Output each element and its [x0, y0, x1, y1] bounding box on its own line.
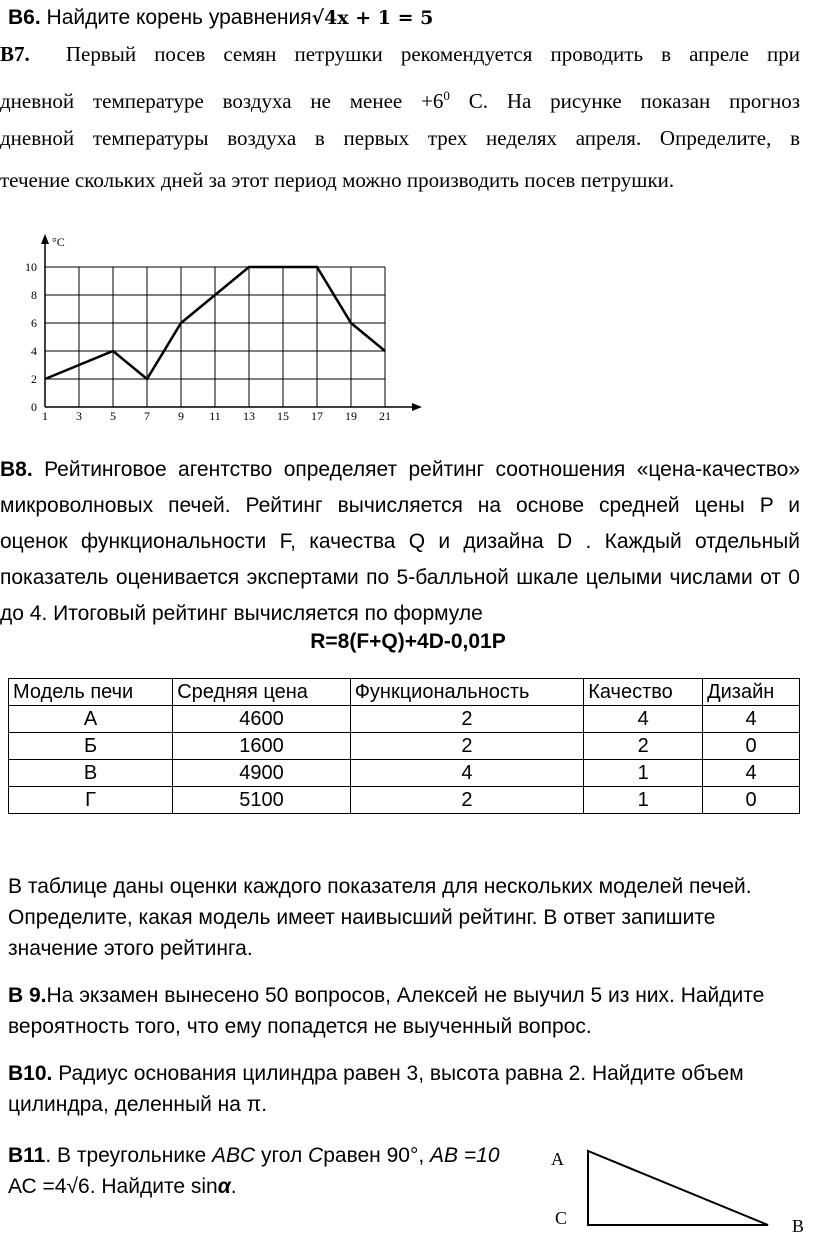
b11-sin: . Найдите sin	[89, 1175, 218, 1198]
x-axis-arrow	[412, 403, 422, 411]
table-row	[9, 706, 800, 733]
x-tick-label: 19	[345, 409, 357, 423]
b8-formula: R=8(F+Q)+4D-0,01P	[310, 630, 506, 653]
b11-angle-c: C	[308, 1144, 324, 1167]
b11-text-3: равен 90°,	[323, 1144, 431, 1167]
table-row	[9, 787, 800, 814]
b7-line-1	[0, 36, 800, 72]
b10-text-2: цилиндра, деленный на π.	[8, 1093, 268, 1116]
x-tick-label: 11	[209, 409, 221, 423]
x-tick-label: 13	[243, 409, 255, 423]
b7-text-3: дневной температуры воздуха в первых трех неделях апреля. Определите, в	[0, 126, 800, 150]
b7-line-4	[0, 162, 800, 198]
b10-label: В10.	[8, 1062, 53, 1085]
b11-abc: ABC	[212, 1144, 256, 1167]
b8-label: B8.	[0, 458, 33, 481]
b8-after-line-2: Определите, какая модель имеет наивысший рейтинг. В ответ запишите	[8, 906, 716, 929]
b11-sqrt6: √6	[66, 1175, 90, 1198]
b7-line-2	[0, 78, 800, 114]
table-row	[9, 760, 800, 787]
table-cell: 2	[350, 706, 584, 733]
y-tick-label: 4	[31, 344, 37, 358]
table-cell: 2	[350, 733, 584, 760]
table-header: Функциональность	[350, 679, 584, 706]
x-tick-label: 1	[42, 409, 48, 423]
y-tick-label: 8	[31, 288, 37, 302]
temperature-chart	[0, 228, 440, 433]
b7-text-2b: C. На рисунке показан прогноз	[449, 89, 800, 113]
table-cell: Б	[9, 733, 173, 760]
y-tick-label: 2	[31, 372, 37, 386]
table-cell: 2	[584, 733, 703, 760]
chart-ylabel: °C	[52, 235, 65, 249]
b6-equation: √4x + 1 = 5	[311, 7, 434, 29]
table-header: Дизайн	[703, 679, 800, 706]
table-cell: 4	[703, 760, 800, 787]
table-cell: В	[9, 760, 173, 787]
table-header: Средняя цена	[173, 679, 351, 706]
b8-after-line-1: В таблице даны оценки каждого показателя для нескольких моделей печей.	[8, 875, 752, 898]
table-header: Модель печи	[9, 679, 173, 706]
y-tick-label: 6	[31, 316, 37, 330]
b9-question	[8, 980, 764, 1042]
x-tick-label: 15	[277, 409, 289, 423]
table-cell: 4600	[173, 706, 351, 733]
b8-question	[0, 452, 800, 632]
chart-ticks	[25, 260, 391, 423]
b11-dot: .	[230, 1175, 237, 1198]
b10-text-1: Радиус основания цилиндра равен 3, высота равна 2. Найдите объем	[52, 1062, 744, 1085]
b7-text-4: течение скольких дней за этот период можно производить посев петрушки.	[0, 168, 675, 192]
b8-after-text	[8, 871, 752, 964]
b8-line-1	[0, 452, 800, 488]
b9-text-2: вероятность того, что ему попадется не выученный вопрос.	[8, 1015, 592, 1038]
y-axis-arrow	[41, 234, 49, 244]
b7-label: B7.	[0, 42, 30, 66]
vertex-label-a: A	[551, 1149, 564, 1169]
y-tick-label: 0	[31, 400, 37, 414]
b11-ab: AB =10	[430, 1144, 500, 1167]
b8-line-2	[0, 488, 800, 524]
x-tick-label: 3	[76, 409, 82, 423]
chart-grid	[45, 267, 385, 407]
b8-text-3: оценок функциональности F, качества Q и дизайна D . Каждый отдельный	[0, 530, 800, 553]
b6-text: Найдите корень уравнения	[46, 6, 312, 29]
b11-alpha: α	[217, 1175, 231, 1198]
vertex-label-b: B	[792, 1216, 805, 1236]
b7-line-3	[0, 120, 800, 156]
table-cell: 4900	[173, 760, 351, 787]
b8-after-line-3: значение этого рейтинга.	[8, 937, 253, 960]
b7-text-2: дневной температуре воздуха не менее +6	[0, 89, 444, 113]
b10-question	[8, 1058, 744, 1120]
y-tick-label: 10	[25, 260, 37, 274]
b7-degree-sup: 0	[443, 88, 450, 103]
table-cell: 4	[703, 706, 800, 733]
triangle-figure	[540, 1140, 816, 1250]
table-cell: Г	[9, 787, 173, 814]
x-tick-label: 17	[311, 409, 323, 423]
vertex-label-c: C	[555, 1208, 568, 1228]
table-cell: 4	[350, 760, 584, 787]
rating-table	[8, 678, 800, 814]
table-row	[9, 733, 800, 760]
table-header-row	[9, 679, 800, 706]
x-tick-label: 5	[110, 409, 116, 423]
b11-label: В11	[8, 1144, 46, 1167]
b8-line-5	[0, 596, 800, 632]
table-cell: 1600	[173, 733, 351, 760]
b11-question	[8, 1140, 500, 1202]
b9-text-1: На экзамен вынесено 50 вопросов, Алексей не выучил 5 из них. Найдите	[46, 984, 765, 1007]
table-cell: 1	[584, 760, 703, 787]
b8-line-3	[0, 524, 800, 560]
b11-text-2: угол	[255, 1144, 309, 1167]
table-cell: 1	[584, 787, 703, 814]
b8-text-4: показатель оценивается экспертами по 5-балльной шкале целыми числами от 0	[0, 566, 800, 589]
b6-label: B6.	[8, 6, 41, 29]
b8-line-4	[0, 560, 800, 596]
b11-text-1: . В треугольнике	[45, 1144, 213, 1167]
x-tick-label: 21	[379, 409, 391, 423]
b7-text-1: Первый посев семян петрушки рекомендуется проводить в апреле при	[65, 42, 801, 66]
table-cell: 2	[350, 787, 584, 814]
triangle-shape	[588, 1151, 768, 1225]
b8-text-1: Рейтинговое агентство определяет рейтинг соотношения «цена-качество»	[44, 458, 800, 481]
b9-label: В 9.	[8, 984, 47, 1007]
table-cell: 0	[703, 733, 800, 760]
b8-text-2: микроволновых печей. Рейтинг вычисляется на основе средней цены P и	[0, 494, 800, 517]
table-cell: 4	[584, 706, 703, 733]
table-cell: 5100	[173, 787, 351, 814]
x-tick-label: 7	[144, 409, 150, 423]
b6-question	[8, 7, 433, 28]
b11-ac: АС =4	[8, 1175, 67, 1198]
b7-question	[0, 36, 800, 198]
b8-text-5: до 4. Итоговый рейтинг вычисляется по формуле	[0, 602, 483, 625]
x-tick-label: 9	[178, 409, 184, 423]
table-cell: А	[9, 706, 173, 733]
table-cell: 0	[703, 787, 800, 814]
table-header: Качество	[584, 679, 703, 706]
